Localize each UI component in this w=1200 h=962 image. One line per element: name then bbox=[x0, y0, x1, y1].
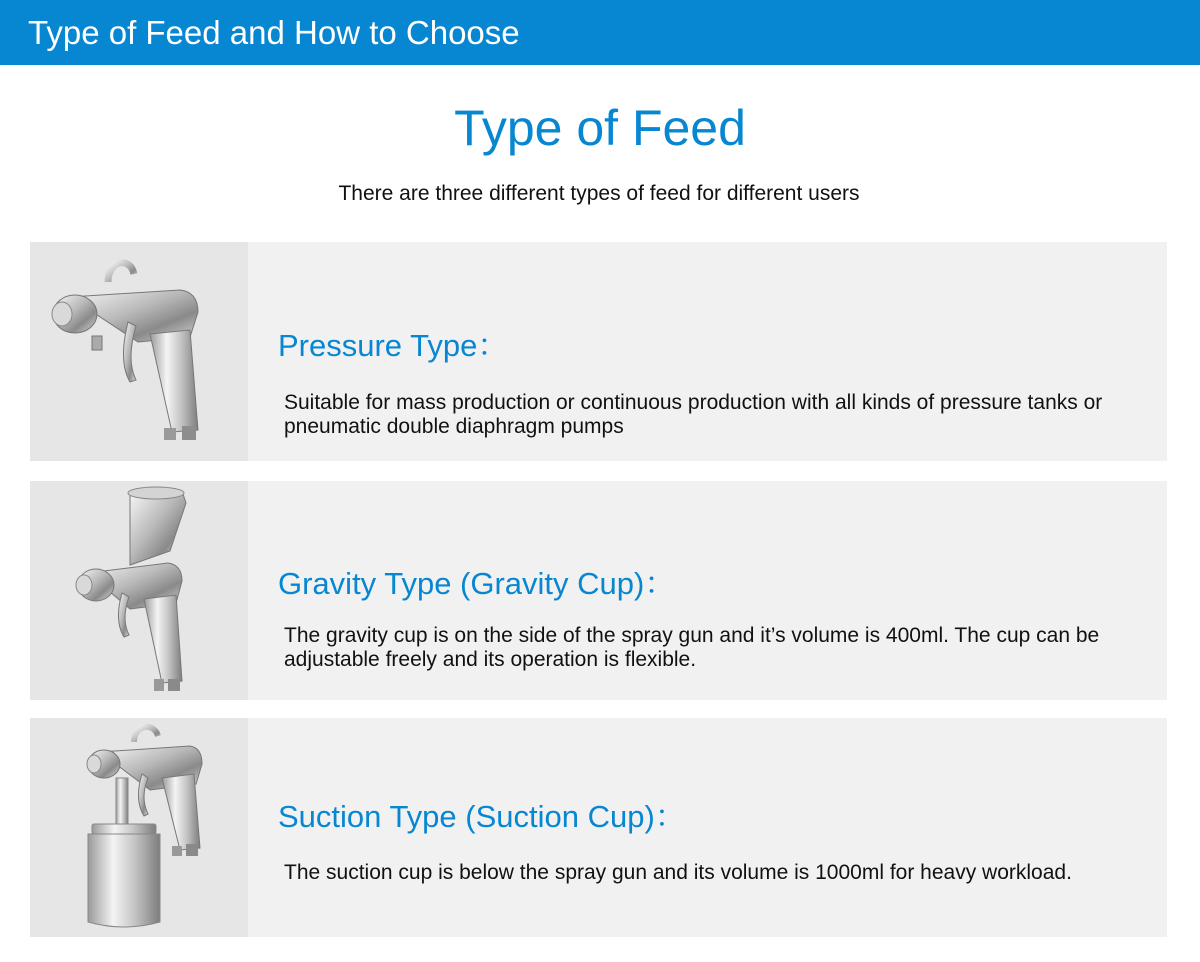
feed-card-gravity bbox=[30, 481, 1167, 700]
header-title: Type of Feed and How to Choose bbox=[28, 14, 520, 51]
pressure-type-title: Pressure Type： bbox=[278, 328, 509, 363]
suction-type-title: Suction Type (Suction Cup)： bbox=[278, 799, 686, 834]
gravity-spray-gun-icon bbox=[30, 481, 248, 700]
header-bar bbox=[0, 0, 1200, 65]
suction-spray-gun-icon bbox=[30, 718, 248, 937]
gravity-type-title: Gravity Type (Gravity Cup)： bbox=[278, 566, 676, 601]
section-title: Type of Feed bbox=[454, 100, 746, 156]
section-subtitle bbox=[0, 181, 1200, 207]
feed-card-suction bbox=[30, 718, 1167, 937]
gravity-type-description: The gravity cup is on the side of the spray gun and it’s volume is 400ml. The cup can be adjustable freely and its operation is flexible. bbox=[284, 624, 1100, 671]
suction-type-description: The suction cup is below the spray gun and its volume is 1000ml for heavy workload. bbox=[284, 861, 1072, 884]
pressure-type-description: Suitable for mass production or continuous production with all kinds of pressure tanks or pneumatic double diaphragm pumps bbox=[284, 391, 1103, 438]
feed-card-pressure bbox=[30, 242, 1167, 461]
pressure-spray-gun-icon bbox=[30, 242, 248, 461]
section-subtitle-text: There are three different types of feed for different users bbox=[338, 182, 860, 205]
